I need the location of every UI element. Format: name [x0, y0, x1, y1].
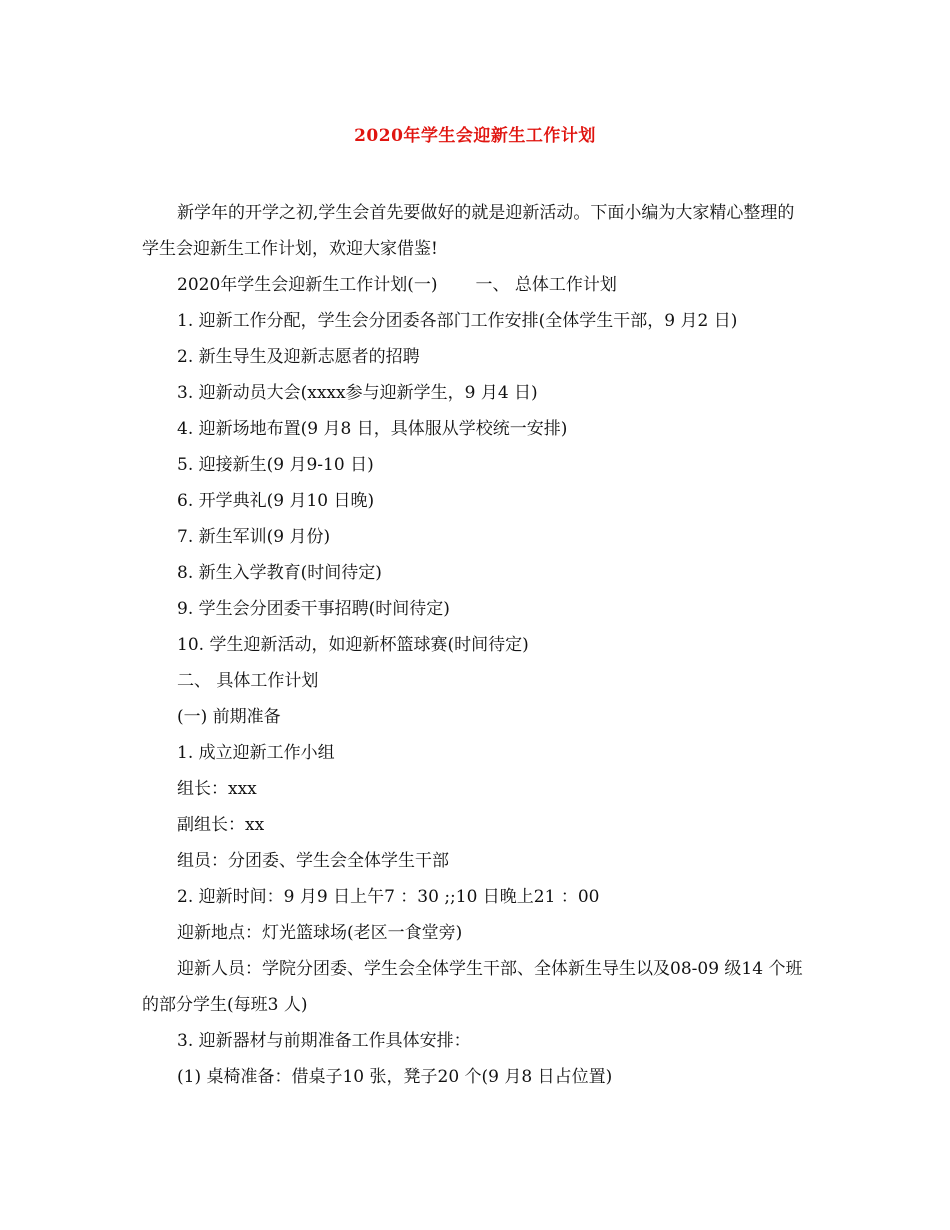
list-item: 2. 新生导生及迎新志愿者的招聘: [177, 347, 420, 367]
section-one-heading: 一、 总体工作计划: [475, 275, 617, 295]
list-item: 3. 迎新动员大会(xxxx参与迎新学生，9 月4 日): [177, 383, 538, 403]
list-item: 1. 迎新工作分配，学生会分团委各部门工作安排(全体学生干部，9 月2 日): [177, 311, 738, 331]
plan-subtitle: 2020年学生会迎新生工作计划(一): [177, 275, 438, 295]
staff-paragraph: 迎新人员：学院分团委、学生会全体学生干部、全体新生导生以及08-09 级14 个班的部分学生(每班3 人): [142, 959, 803, 1015]
list-item: 6. 开学典礼(9 月10 日晚): [177, 491, 375, 511]
intro-paragraph: 新学年的开学之初,学生会首先要做好的就是迎新活动。下面小编为大家精心整理的学生会迎新生工作计划，欢迎大家借鉴!: [142, 203, 795, 259]
section-two-heading: 二、 具体工作计划: [177, 671, 319, 691]
tables-line: (1) 桌椅准备：借桌子10 张，凳子20 个(9 月8 日占位置): [177, 1067, 613, 1087]
list-item: 4. 迎新场地布置(9 月8 日，具体服从学校统一安排): [177, 419, 568, 439]
place-line: 迎新地点：灯光篮球场(老区一食堂旁): [177, 923, 463, 943]
subtitle-line: [142, 267, 810, 303]
list-item: 5. 迎接新生(9 月9-10 日): [177, 455, 374, 475]
document-title: 2020年学生会迎新生工作计划: [354, 126, 596, 146]
list-item: 8. 新生入学教育(时间待定): [177, 563, 382, 583]
members-line: 组员：分团委、学生会全体学生干部: [177, 851, 449, 871]
vice-leader-line: 副组长：xx: [177, 815, 265, 835]
leader-line: 组长：xxx: [177, 779, 257, 799]
subsection-heading: (一) 前期准备: [177, 707, 281, 727]
list-item: 9. 学生会分团委干事招聘(时间待定): [177, 599, 450, 619]
document-body: [142, 195, 810, 1095]
time-line: 2. 迎新时间：9 月9 日上午7 ：30 ;;10 日晚上21 ：00: [177, 887, 600, 907]
equipment-heading: 3. 迎新器材与前期准备工作具体安排：: [177, 1031, 471, 1051]
list-item: 10. 学生迎新活动，如迎新杯篮球赛(时间待定): [177, 635, 529, 655]
group-heading: 1. 成立迎新工作小组: [177, 743, 335, 763]
list-item: 7. 新生军训(9 月份): [177, 527, 331, 547]
